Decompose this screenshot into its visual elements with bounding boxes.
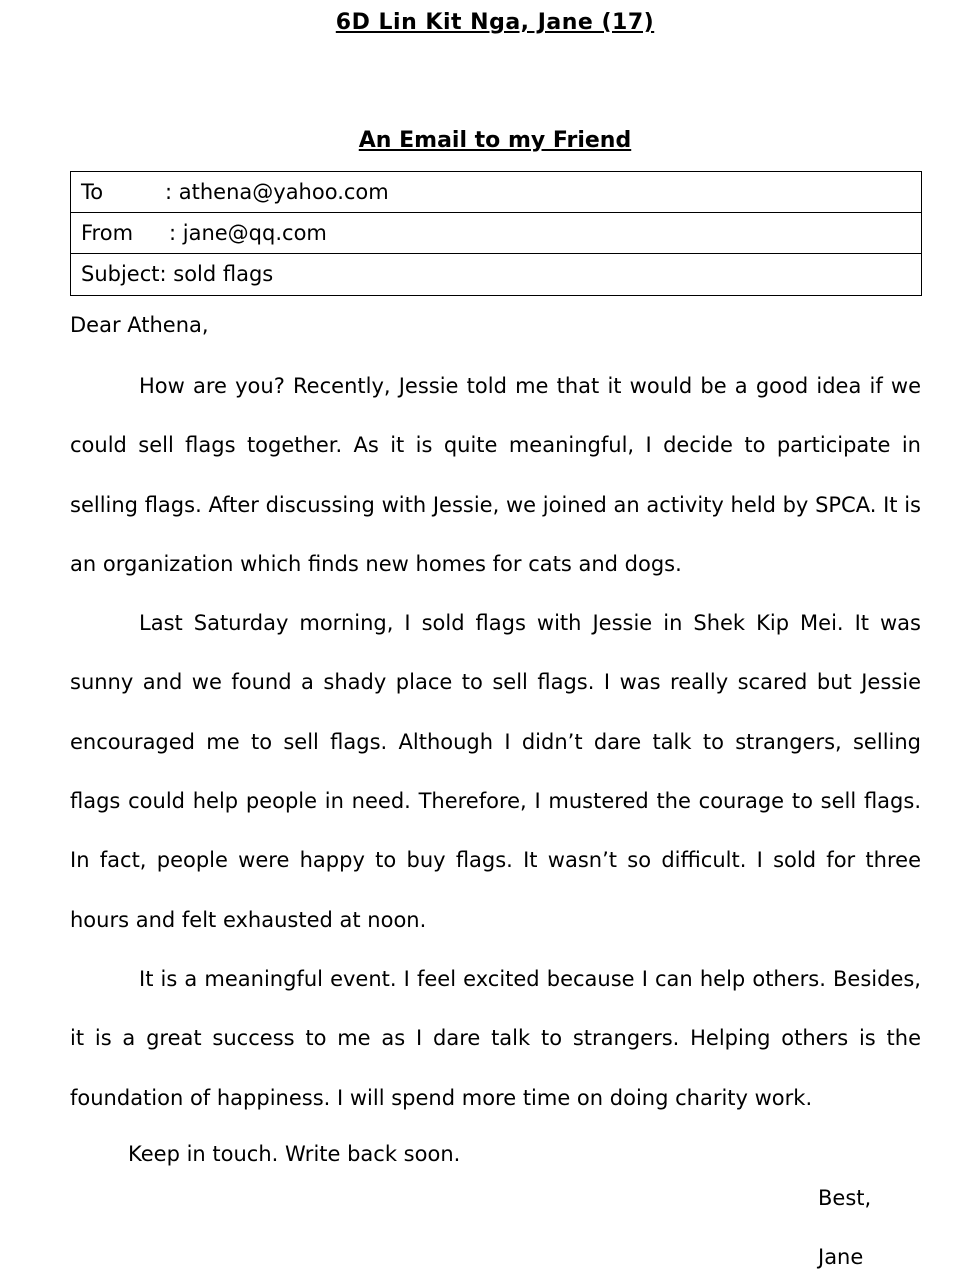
letter-closing: Keep in touch. Write back soon. bbox=[128, 1142, 461, 1166]
email-subject: Subject: sold flags bbox=[81, 262, 274, 286]
email-to-label: To bbox=[81, 180, 104, 204]
email-header-box bbox=[70, 171, 922, 296]
email-from-value: : jane@qq.com bbox=[169, 221, 327, 245]
letter-paragraph-3: It is a meaningful event. I feel excited because I can help others. Besides, it is a great success to me as I dare talk to strangers. Helping others is the foundation of happiness. I will spend more time on doing charity work. bbox=[70, 966, 921, 1110]
letter-paragraph-2: Last Saturday morning, I sold flags with Jessie in Shek Kip Mei. It was sunny and we found a shady place to sell flags. I was really scared but Jessie encouraged me to sell flags. Although I didn’t dare talk to strangers, selling flags could help people in need. Therefore, I mustered the courage to sell flags. In fact, people were happy to buy flags. It wasn’t so difficult. I sold for three hours and felt exhausted at noon. bbox=[70, 611, 921, 932]
letter-paragraph-1: How are you? Recently, Jessie told me that it would be a good idea if we could sell flags together. As it is quite meaningful, I decide to participate in selling flags. After discussing with Jessie, we joined an activity held by SPCA. It is an organization which finds new homes for cats and dogs. bbox=[70, 374, 921, 576]
letter-body bbox=[70, 357, 921, 1128]
email-from-row bbox=[71, 213, 921, 254]
student-name-heading: 6D Lin Kit Nga, Jane (17) bbox=[335, 10, 655, 35]
email-to-row bbox=[71, 172, 921, 213]
email-subject-row bbox=[71, 254, 921, 295]
email-to-value: : athena@yahoo.com bbox=[165, 180, 389, 204]
document-title: An Email to my Friend bbox=[358, 128, 632, 153]
letter-salutation: Dear Athena, bbox=[70, 313, 209, 337]
letter-signoff: Best, bbox=[818, 1186, 872, 1210]
letter-signature: Jane bbox=[818, 1245, 864, 1269]
email-from-label: From bbox=[81, 221, 134, 245]
